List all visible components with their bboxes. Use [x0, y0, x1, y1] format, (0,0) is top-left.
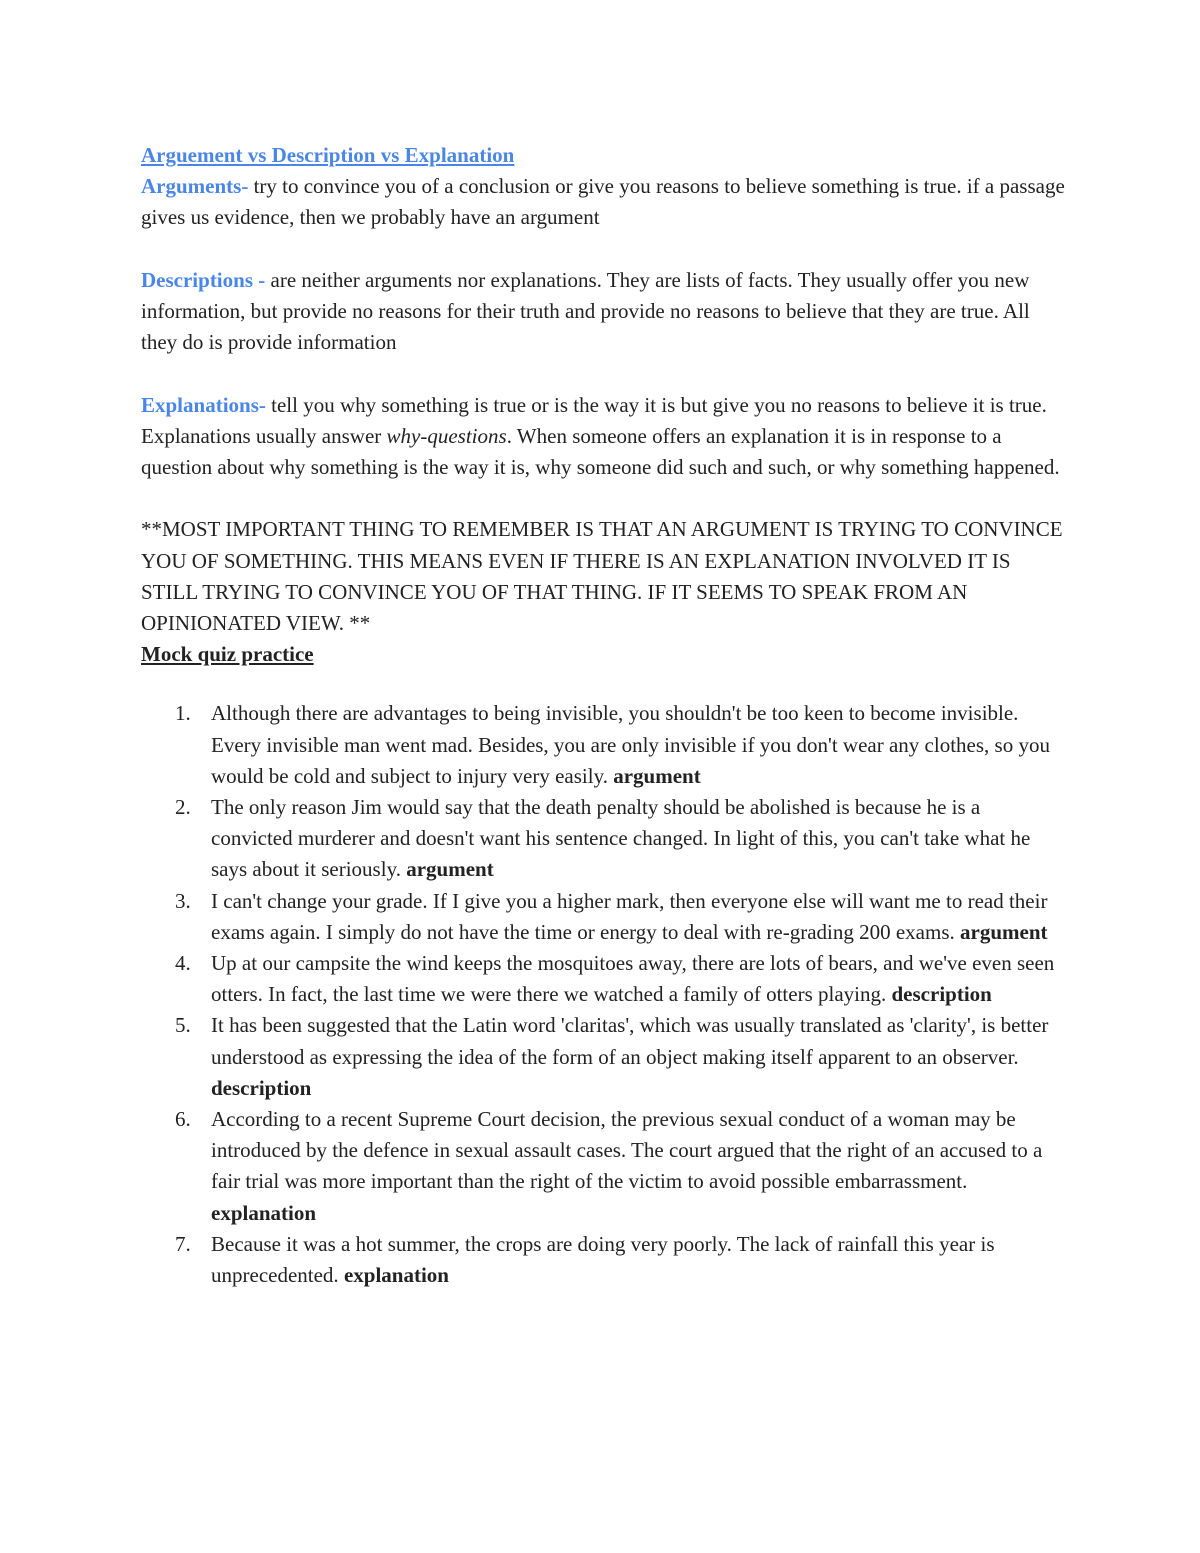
quiz-item-text: I can't change your grade. If I give you a higher mark, then everyone else will want me to read their exams again. I simply do not have the time or energy to deal with re-grading 200 exams.	[211, 888, 1048, 944]
quiz-item-number: 1.	[175, 701, 191, 726]
explanations-text-before: tell you why something is true or is the way it is but give you no reasons to believe it is true. Explanations usually answer	[141, 392, 1047, 448]
quiz-list	[141, 698, 1066, 1291]
quiz-item-number: 7.	[175, 1231, 191, 1256]
descriptions-text: are neither arguments nor explanations. They are lists of facts. They usually offer you new information, but provide no reasons for their truth and provide no reasons to believe that they are true. All they do is provide information	[141, 267, 1030, 355]
quiz-item	[141, 886, 1066, 948]
quiz-item-text: Because it was a hot summer, the crops are doing very poorly. The lack of rainfall this year is unprecedented.	[211, 1231, 995, 1288]
paragraph-spacer	[141, 234, 1066, 265]
explanations-emphasis: why-questions	[386, 423, 507, 448]
arguments-term: Arguments-	[141, 174, 249, 199]
quiz-item-answer: description	[211, 1075, 312, 1100]
quiz-item-text: Although there are advantages to being invisible, you shouldn't be too keen to become invisible. Every invisible man went mad. Besides, you are only invisible if you don't wear any clothes, so you would be cold and subject to injury very easily.	[211, 701, 1050, 788]
document-page	[141, 140, 1066, 1291]
quiz-item-number: 4.	[175, 951, 191, 976]
quiz-item	[141, 1229, 1066, 1291]
quiz-item-answer: explanation	[211, 1200, 317, 1225]
quiz-item	[141, 948, 1066, 1010]
quiz-item-answer: explanation	[343, 1263, 449, 1288]
quiz-item	[141, 1010, 1066, 1104]
explanations-paragraph	[141, 390, 1066, 484]
paragraph-spacer	[141, 358, 1066, 389]
explanations-text-after: . When someone offers an explanation it is in response to a question about why something is the way it is, why someone did such and such, or why something happened.	[141, 423, 1060, 479]
quiz-item	[141, 698, 1066, 792]
paragraph-spacer	[141, 483, 1066, 514]
quiz-item-text: Up at our campsite the wind keeps the mosquitoes away, there are lots of bears, and we've even seen otters. In fact, the last time we were there we watched a family of otters playing.	[211, 951, 1055, 1007]
quiz-item-answer: argument	[960, 919, 1048, 944]
quiz-item-answer: argument	[406, 857, 494, 882]
quiz-item-number: 6.	[175, 1107, 191, 1132]
quiz-item-text: According to a recent Supreme Court decision, the previous sexual conduct of a woman may be introduced by the defence in sexual assault cases. The court argued that the right of an accused to a fair trial was more important than the right of the victim to avoid possible embarrassment.	[211, 1107, 1043, 1194]
arguments-text: try to convince you of a conclusion or give you reasons to believe something is true. if a passage gives us evidence, then we probably have an argument	[141, 174, 1065, 230]
arguments-paragraph	[141, 171, 1066, 233]
descriptions-term: Descriptions -	[141, 267, 266, 292]
quiz-item-text: The only reason Jim would say that the death penalty should be abolished is because he is a convicted murderer and doesn't want his sentence changed. In light of this, you can't take what he says about it seriously.	[211, 795, 1031, 882]
important-note: **MOST IMPORTANT THING TO REMEMBER IS THAT AN ARGUMENT IS TRYING TO CONVINCE YOU OF SOMETHING. THIS MEANS EVEN IF THERE IS AN EXPLANATION INVOLVED IT IS STILL TRYING TO CONVINCE YOU OF THAT THING. IF IT SEEMS TO SPEAK FROM AN OPINIONATED VIEW. **	[141, 517, 1063, 635]
quiz-item	[141, 1104, 1066, 1229]
mock-quiz-heading: Mock quiz practice	[141, 642, 314, 667]
quiz-item-answer: description	[891, 982, 992, 1007]
explanations-term: Explanations-	[141, 392, 266, 417]
descriptions-paragraph	[141, 265, 1066, 359]
document-title: Arguement vs Description vs Explanation	[141, 143, 515, 167]
quiz-item-number: 5.	[175, 1013, 191, 1038]
quiz-item-answer: argument	[613, 763, 701, 788]
quiz-item-number: 3.	[175, 888, 191, 913]
quiz-item-text: It has been suggested that the Latin word 'claritas', which was usually translated as 'clarity', is better understood as expressing the idea of the form of an object making itself apparent to an observer.	[211, 1013, 1049, 1069]
quiz-item	[141, 792, 1066, 886]
quiz-item-number: 2.	[175, 795, 191, 820]
